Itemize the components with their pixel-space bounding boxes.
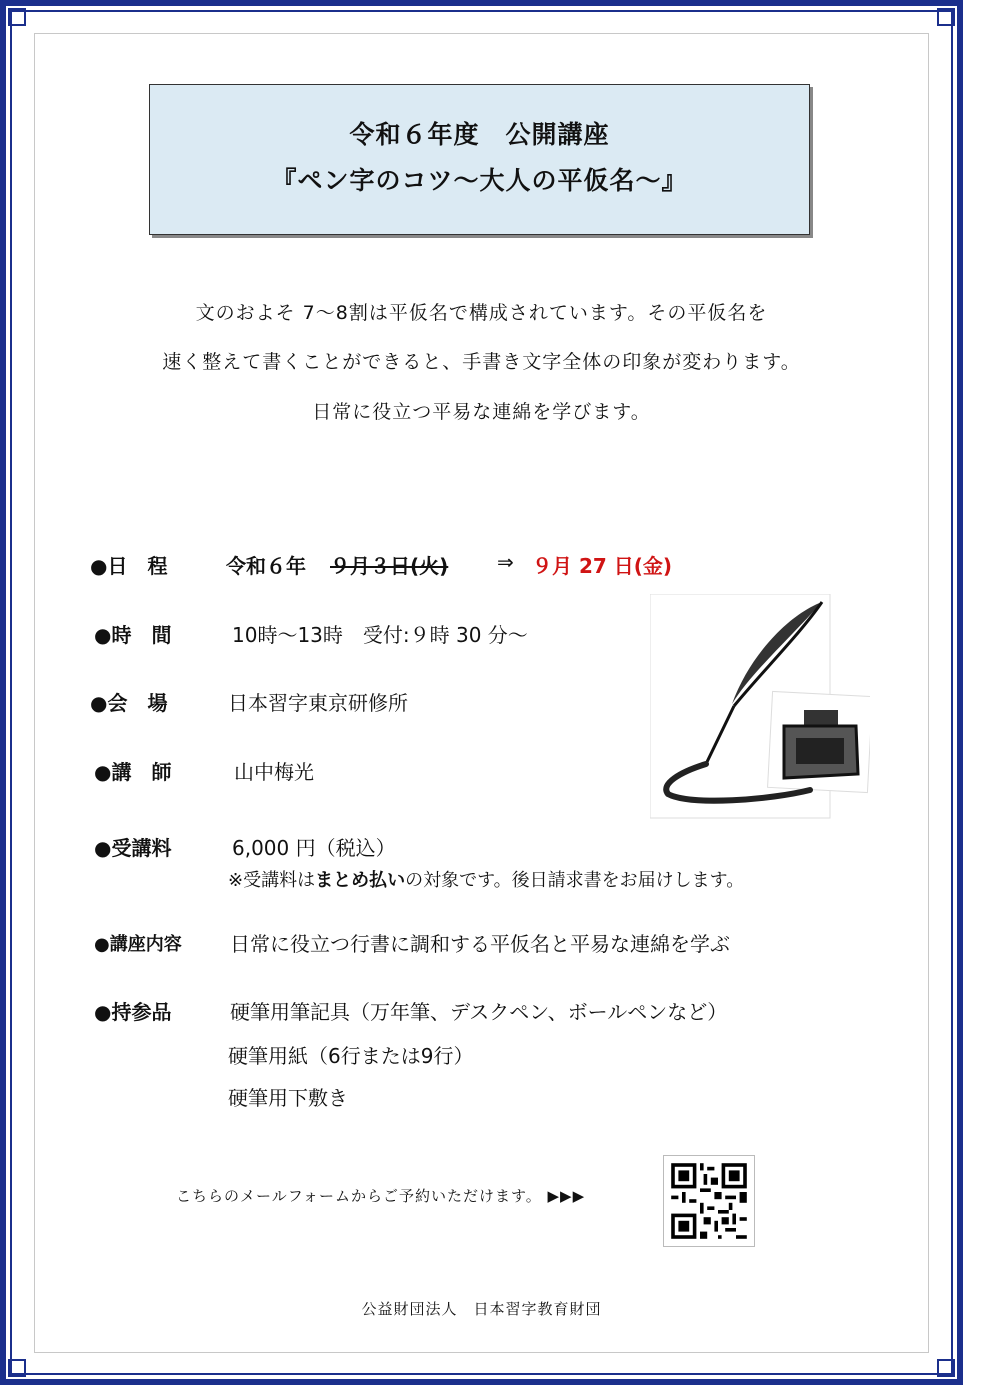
quill-and-inkwell-icon xyxy=(650,594,870,820)
fee-note-pre: ※受講料は xyxy=(228,870,316,891)
items-label: ●持参品 xyxy=(94,1000,172,1024)
title-box xyxy=(149,84,810,235)
title-line-1: 令和６年度 公開講座 xyxy=(349,120,610,149)
arrow-icon: ⇒ xyxy=(497,550,514,574)
intro-line-3: 日常に役立つ平易な連綿を学びます。 xyxy=(312,401,651,423)
fee-note-bold: まとめ払い xyxy=(315,870,406,891)
content-value: 日常に役立つ行書に調和する平仮名と平易な連綿を学ぶ xyxy=(230,932,730,956)
intro-line-1: 文のおよそ 7～8割は平仮名で構成されています。その平仮名を xyxy=(195,302,768,324)
schedule-new-date: ９月 27 日(金) xyxy=(532,554,673,578)
intro-line-2: 速く整えて書くことができると、手書き文字全体の印象が変わります。 xyxy=(162,351,801,373)
corner-ornament xyxy=(8,1359,26,1377)
qr-code-icon[interactable] xyxy=(663,1155,755,1247)
corner-ornament xyxy=(937,1359,955,1377)
time-label: ●時 間 xyxy=(94,623,172,647)
teacher-label: ●講 師 xyxy=(94,760,172,784)
fee-value: 6,000 円（税込） xyxy=(232,836,396,860)
fee-note xyxy=(228,866,744,892)
items-list-item: 硬筆用下敷き xyxy=(228,1086,348,1110)
schedule-prefix: 令和６年 xyxy=(226,554,306,578)
reserve-text: こちらのメールフォームからご予約いただけます。 ▶▶▶ xyxy=(176,1187,586,1205)
venue-value: 日本習字東京研修所 xyxy=(228,691,408,715)
corner-ornament xyxy=(8,8,26,26)
fee-label: ●受講料 xyxy=(94,836,172,860)
title-line-2: 『ペン字のコツ～大人の平仮名～』 xyxy=(271,166,688,195)
time-value: 10時～13時 受付:９時 30 分～ xyxy=(232,623,528,647)
items-list-item: 硬筆用筆記具（万年筆、デスクペン、ボールペンなど） xyxy=(230,1000,728,1024)
corner-ornament xyxy=(937,8,955,26)
items-list-item: 硬筆用紙（6行または9行） xyxy=(228,1044,474,1068)
footer-organization: 公益財団法人 日本習字教育財団 xyxy=(361,1300,602,1318)
fee-note-post: の対象です。後日請求書をお届けします。 xyxy=(405,870,745,891)
schedule-label: ●日 程 xyxy=(90,554,168,578)
schedule-old-date: ９月３日(火) xyxy=(330,554,449,578)
content-label: ●講座内容 xyxy=(94,934,182,955)
venue-label: ●会 場 xyxy=(90,691,168,715)
teacher-value: 山中梅光 xyxy=(234,760,314,784)
